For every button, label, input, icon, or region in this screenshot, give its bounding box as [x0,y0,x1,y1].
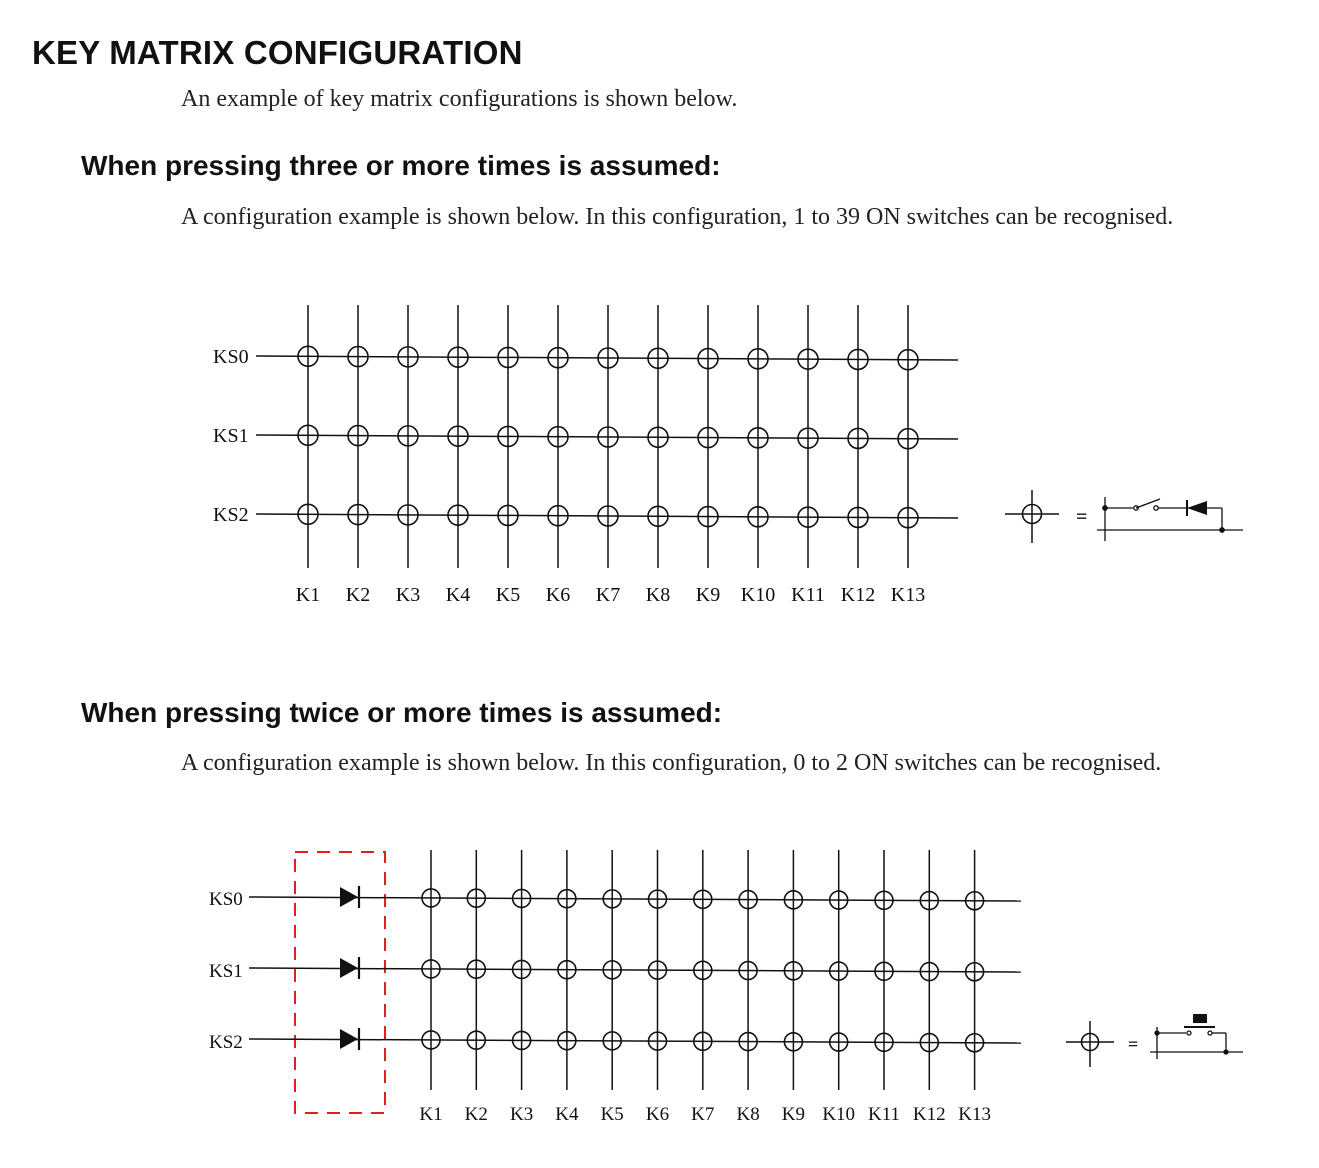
column-label-k5: K5 [495,584,521,606]
legend-equals-sign: = [1076,506,1088,528]
matrix-grid [249,850,1021,1090]
row-labels [209,889,243,1053]
row-label-ks1: KS1 [209,961,243,982]
column-label-k3: K3 [509,1104,534,1125]
column-label-k5: K5 [600,1104,624,1125]
column-label-k10: K10 [822,1104,856,1125]
column-label-k2: K2 [345,584,371,606]
row-line-ks0 [249,897,1021,901]
page-title: KEY MATRIX CONFIGURATION [32,34,523,71]
row-line-ks2 [249,1039,1021,1043]
row-label-ks0: KS0 [209,889,243,910]
row-label-ks2: KS2 [209,1032,243,1053]
row-line-ks1 [249,968,1021,972]
section2-heading: When pressing twice or more times is assumed: [81,697,723,728]
row-label-ks2: KS2 [213,504,249,526]
column-label-k9: K9 [781,1104,806,1125]
column-label-k6: K6 [545,584,571,606]
intro-text: An example of key matrix configurations is shown below. [181,86,738,112]
column-label-k12: K12 [912,1104,946,1125]
column-label-k11: K11 [867,1104,901,1125]
column-label-k1: K1 [419,1104,443,1125]
column-label-k10: K10 [740,584,776,606]
column-label-k13: K13 [890,584,926,606]
column-label-k7: K7 [595,584,621,606]
column-label-k13: K13 [958,1104,991,1125]
column-label-k7: K7 [691,1104,715,1125]
legend-equals-sign: = [1128,1034,1139,1054]
column-label-k6: K6 [645,1104,670,1125]
section1-description: A configuration example is shown below. In this configuration, 1 to 39 ON switches can be recognised. [181,204,1174,230]
column-label-k9: K9 [695,584,721,606]
column-label-k8: K8 [645,584,671,606]
column-label-k12: K12 [840,584,876,606]
section1-heading: When pressing three or more times is assumed: [81,150,721,181]
column-label-k4: K4 [555,1104,579,1125]
column-label-k4: K4 [445,584,471,606]
column-label-k1: K1 [295,584,321,606]
column-label-k8: K8 [736,1104,760,1125]
diode-ks0 [340,887,358,907]
section2-description: A configuration example is shown below. In this configuration, 0 to 2 ON switches can be recognised. [181,750,1162,776]
column-labels [419,1104,991,1125]
diode-ks2 [340,1029,358,1049]
pushbutton-switch-icon [1150,1014,1243,1059]
row-diodes [340,886,359,1050]
column-label-k3: K3 [395,584,421,606]
row-label-ks1: KS1 [213,425,249,447]
column-label-k11: K11 [791,584,825,606]
row-label-ks0: KS0 [213,346,249,368]
diode-ks1 [340,958,358,978]
switch-node-icon [1066,1021,1114,1067]
switch-legend [1066,1014,1243,1067]
column-label-k2: K2 [464,1104,488,1125]
